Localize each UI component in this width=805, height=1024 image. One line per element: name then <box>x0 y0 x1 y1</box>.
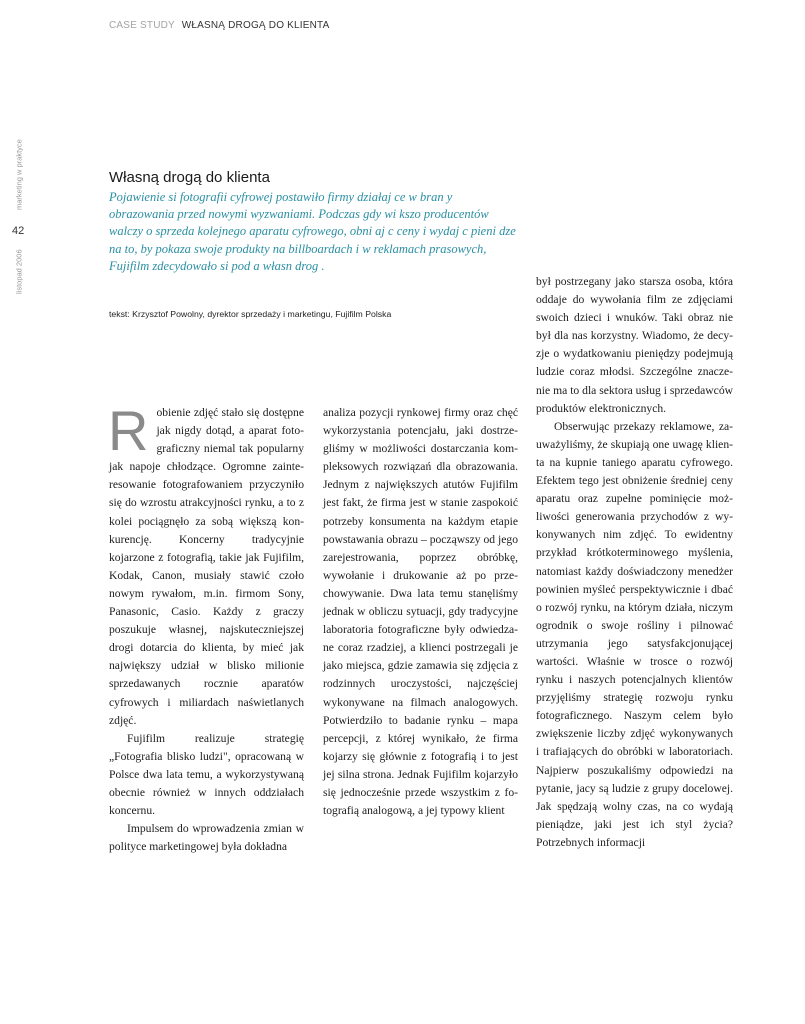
issue-date: listopad 2006 <box>14 249 24 295</box>
article-title: Własną drogą do klienta <box>109 169 270 186</box>
article-lead: Pojawienie si fotografii cyfrowej postawiło firmy działaj ce w bran y obrazowania przed nowymi wyzwaniami. Podczas gdy wi kszo producentów walczy o sprzeda kolejnego aparatu cyfrowego, obni aj c ceny i wydaj c pieni dze na to, by pokaza swoje produkty na billboardach i w reklamach prasowych, Fujifilm zdecydowało si pod a własn drog . <box>109 190 516 273</box>
text-column-3 <box>536 273 733 852</box>
section-label: CASE STUDY <box>109 20 175 31</box>
page-number: 42 <box>12 225 25 237</box>
author-credit: tekst: Krzysztof Powolny, dyrektor sprzedaży i marketingu, Fujifilm Polska <box>109 309 392 319</box>
magazine-name: marketing w praktyce <box>14 139 24 211</box>
paragraph: Impulsem do wprowadzenia zmian w polityce marketingowej była dokładna <box>109 822 304 854</box>
running-header <box>109 20 330 31</box>
story-label: WŁASNĄ DROGĄ DO KLIENTA <box>181 20 330 31</box>
paragraph: był postrzegany jako starsza osoba, która oddaje do wywołania film ze zdjęciami swoich dzieci i wnuków. Taki obraz nie był dla nas korzystny. Wiadomo, że decyzje o wydatkowaniu pieniędzy podejmują ludzie coraz młodsi. Szczególne znaczenie ma to dla sektora usług i sprzedawców produktów elektronicznych. <box>536 275 733 415</box>
paragraph: Fujifilm realizuje strategię „Fotografia blisko ludzi", opracowaną w Polsce dwa lata temu, a wykorzystywaną obecnie również w innych oddziałach koncernu. <box>109 731 304 818</box>
paragraph: Obserwując przekazy reklamowe, zauważyliśmy, że skupiają one uwagę klienta na kupnie taniego aparatu cyfrowego. Efektem tego jest obniżenie średniej ceny aparatu oraz zupełne pominięcie możliwości generowania przychodów z wykonywanych nim zdjęć. To ewidentny przykład krótkoterminowego myślenia, natomiast każdy doświadczony menedżer powinien myśleć perspektywicznie i dbać o rozwój rynku, na którym działa, niczym ogrodnik o swoje rośliny i pilnować utrzymania jego satysfakcjonującej wartości. Właśnie w trosce o rozwój rynku i naszych potencjalnych klientów przyjęliśmy strategię rozwoju rynku fotograficznego. Naszym celem było zwiększenie liczby zdjęć wykonywanych i trafiających do obróbki w laboratoriach. Najpierw poszukaliśmy odpowiedzi na pytanie, jacy są ludzie z grupy docelowej. Jak spędzają wolny czas, na co wydają pieniądze, jaki jest ich styl życia? Potrzebnych informacji <box>536 419 733 849</box>
paragraph: analiza pozycji rynkowej firmy oraz chęć wykorzystania potencjału, jaki dostrzegliśmy w możliwości dostarczania kompleksowych rozwiązań dla obrazowania. Jednym z największych atutów Fujifilm jest fakt, że firma jest w stanie zaspokoić potrzeby konsumenta na każdym etapie powstawania obrazu – począwszy od jego zarejestrowania, poprzez obróbkę, wywołanie i drukowanie aż po przechowywanie. Dwa lata temu stanęliśmy jednak w obliczu sytuacji, gdy tradycyjne laboratoria fotograficzne były odwiedzane coraz rzadziej, a klienci postrzegali je jako miejsca, gdzie zamawia się zdjęcia z rodzinnych uroczystości, najczęściej wykonywane na filmach analogowych. Potwierdziło to badanie rynku – mapa percepcji, z której wynikało, że firma kojarzy się głównie z fotografią i to jest jej silna strona. Jednak Fujifilm kojarzyło się jednocześnie przede wszystkim z fotografią analogową, a jej typowy klient <box>323 406 518 818</box>
text-column-1 <box>108 399 304 856</box>
drop-cap: R <box>108 399 149 462</box>
text-column-2 <box>323 404 518 820</box>
paragraph: obienie zdjęć stało się dostępne jak nigdy dotąd, a aparat fotograficzny niemal tak popularny jak napoje chłodzące. Ogromne zainteresowanie fotografowaniem przyczyniło się do wzrostu atrakcyjności rynku, a to z kolei pociągnęło za sobą większą konkurencję. Koncerny tradycyjnie kojarzone z fotografią, takie jak Fujifilm, Kodak, Canon, musiały stawić czoło nowym rywałom, m.in. firmom Sony, Panasonic, Casio. Każdy z graczy poszukuje własnej, najskuteczniejszej drogi dotarcia do klienta, by mieć jak największy udział w blisko milionie sprzedawanych rocznie aparatów cyfrowych i miliardach naświetlanych zdjęć. <box>109 406 304 727</box>
